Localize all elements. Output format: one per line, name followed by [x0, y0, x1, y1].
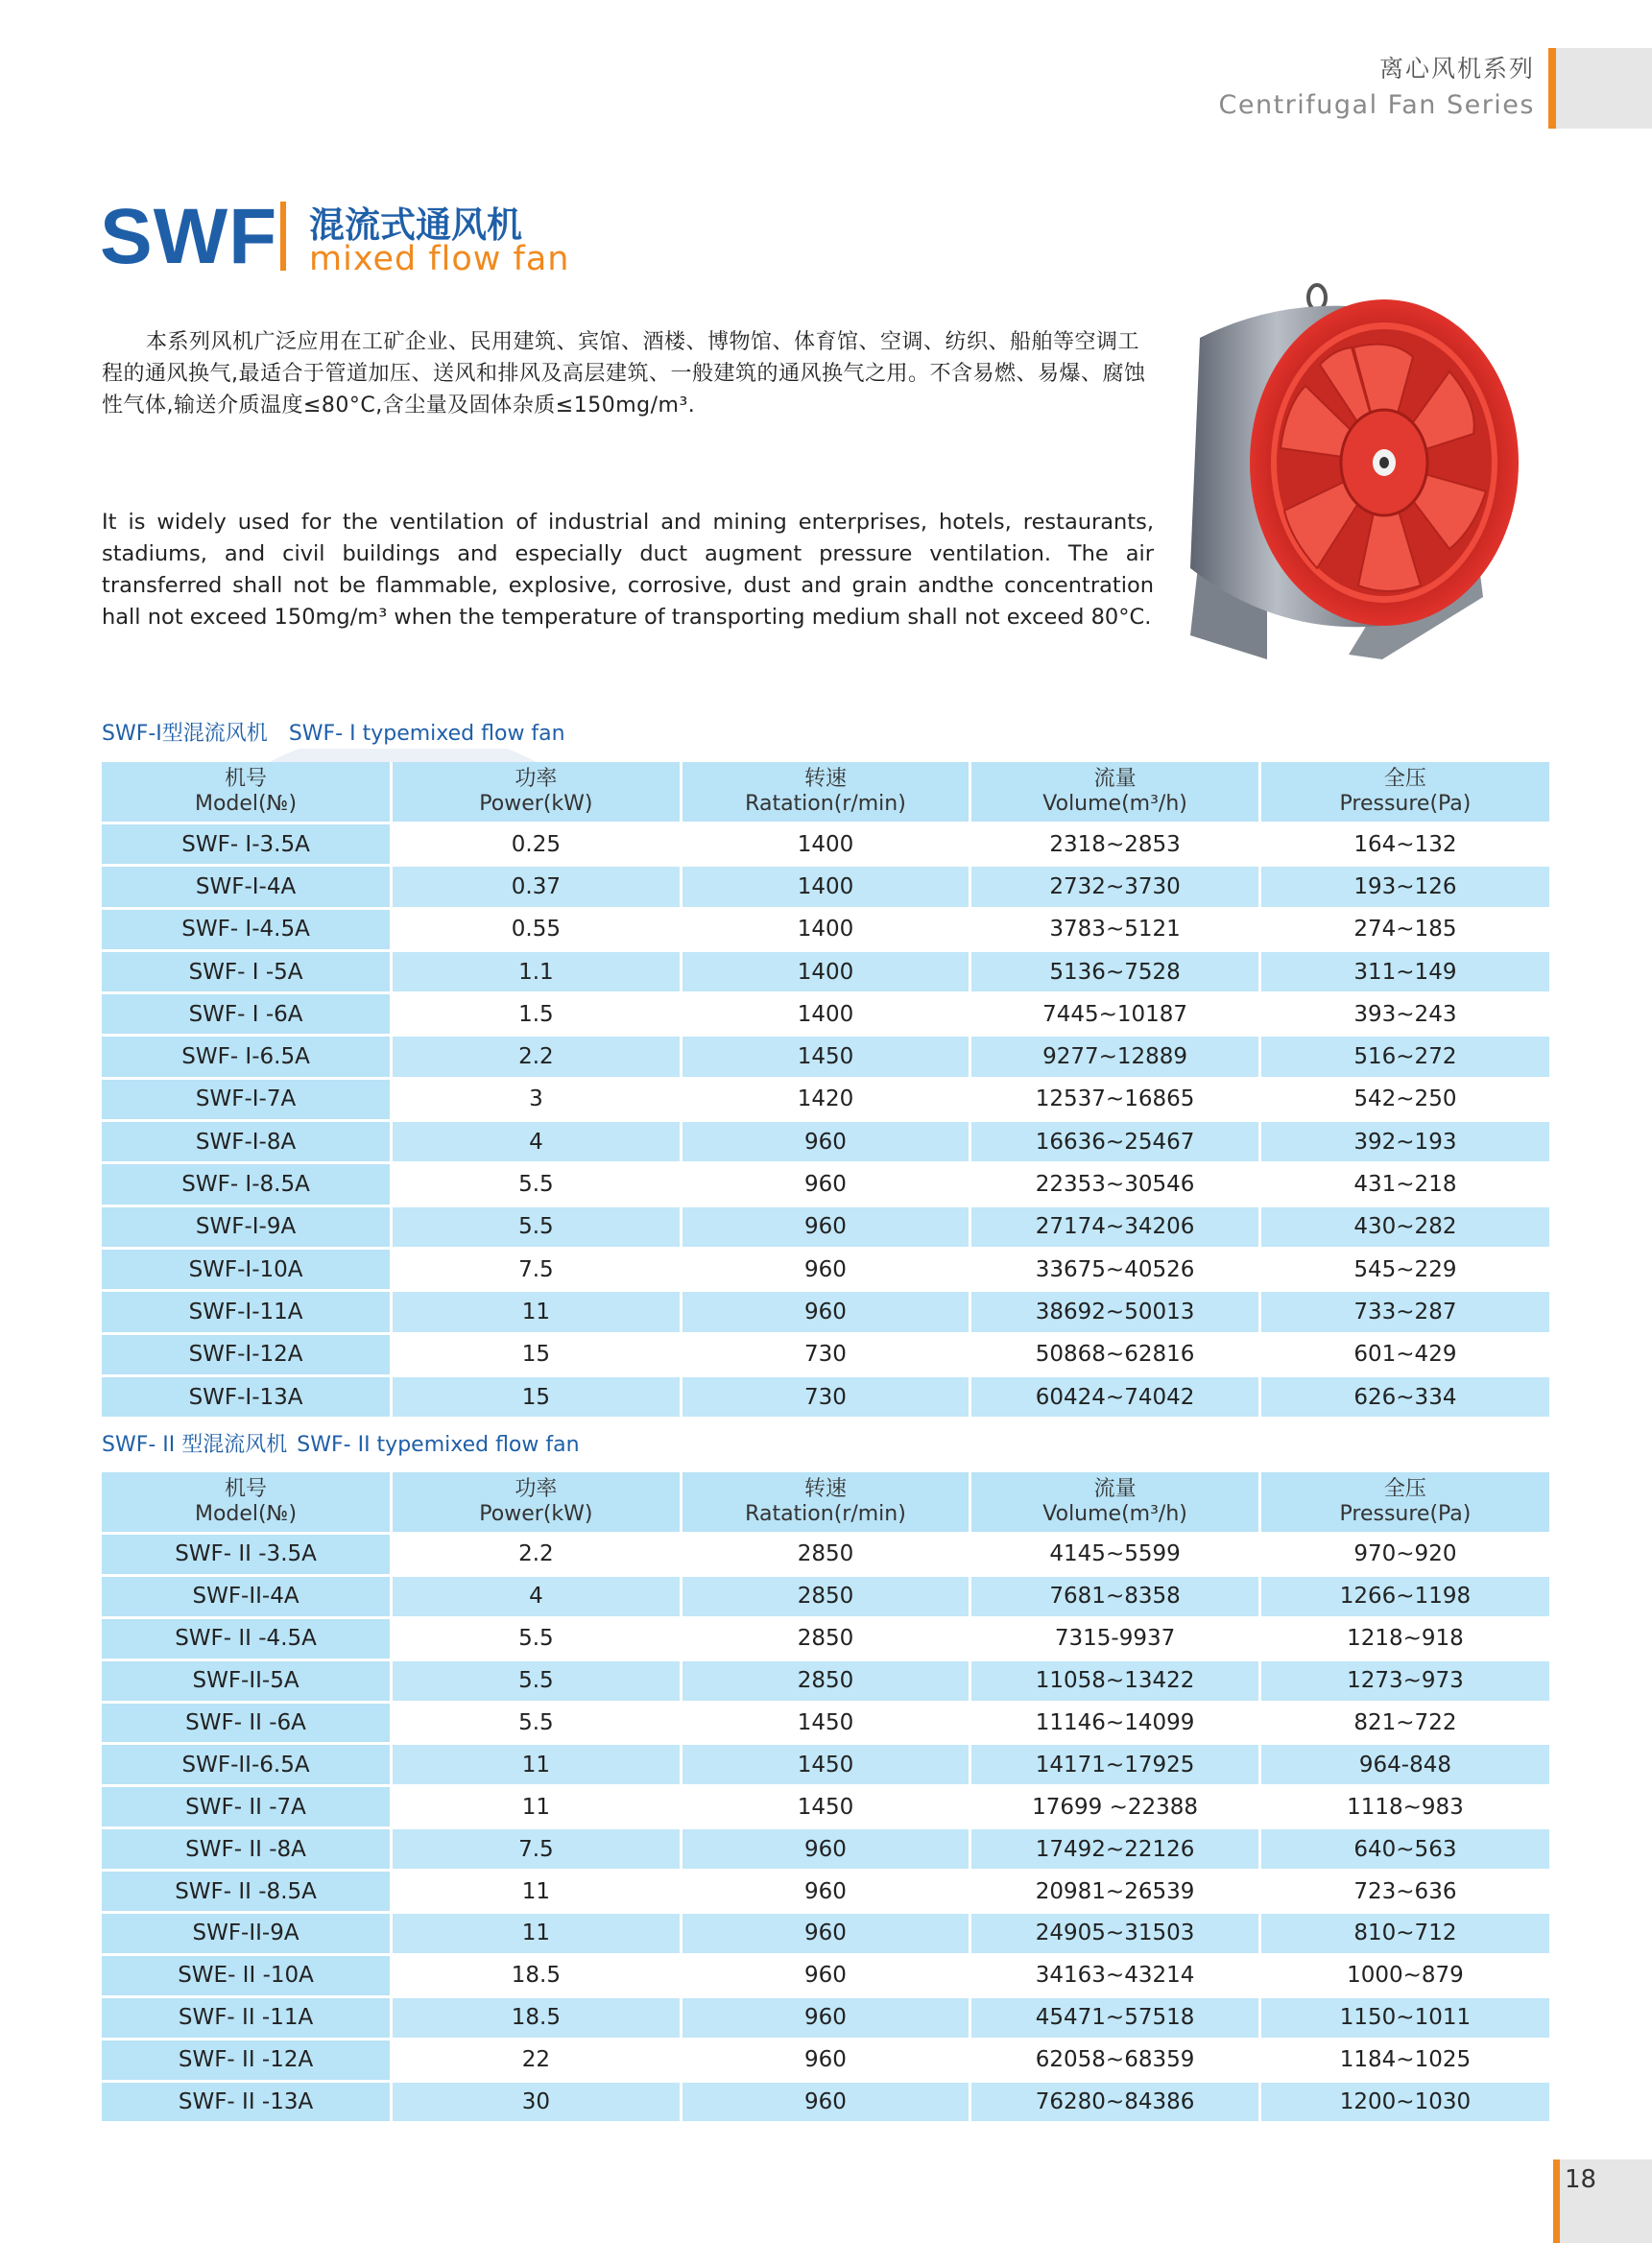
cell-volume: 76280~84386: [970, 2081, 1260, 2123]
table-row: [102, 1575, 1549, 1617]
table-row: [102, 1333, 1549, 1375]
cell-volume: 22353~30546: [970, 1163, 1260, 1205]
cell-power: 5.5: [392, 1205, 682, 1248]
header-volume: 流量 Volume(m³/h): [970, 762, 1260, 823]
cell-speed: 2850: [681, 1617, 970, 1659]
cell-speed: 730: [681, 1333, 970, 1375]
cell-pressure: 164~132: [1259, 823, 1549, 866]
cell-pressure: 964-848: [1259, 1744, 1549, 1786]
table-row: [102, 908, 1549, 950]
cell-pressure: 733~287: [1259, 1291, 1549, 1333]
cell-power: 18.5: [392, 1996, 682, 2039]
fan-icon: [1161, 280, 1526, 664]
cell-volume: 62058~68359: [970, 2039, 1260, 2081]
cell-pressure: 392~193: [1259, 1121, 1549, 1163]
cell-model: SWF-I-13A: [102, 1375, 392, 1418]
table-row: [102, 823, 1549, 866]
cell-power: 7.5: [392, 1248, 682, 1290]
cell-volume: 24905~31503: [970, 1913, 1260, 1955]
cell-model: SWF- II -12A: [102, 2039, 392, 2081]
table-row: [102, 1786, 1549, 1828]
cell-power: 15: [392, 1333, 682, 1375]
cell-speed: 1450: [681, 1786, 970, 1828]
table2-label-cn: SWF- II 型混流风机: [102, 1433, 288, 1457]
cell-power: 7.5: [392, 1828, 682, 1871]
cell-model: SWF- I-3.5A: [102, 823, 392, 866]
cell-volume: 27174~34206: [970, 1205, 1260, 1248]
cell-speed: 2850: [681, 1659, 970, 1702]
cell-pressure: 626~334: [1259, 1375, 1549, 1418]
cell-pressure: 1266~1198: [1259, 1575, 1549, 1617]
cell-volume: 14171~17925: [970, 1744, 1260, 1786]
table-row: [102, 1078, 1549, 1120]
cell-pressure: 274~185: [1259, 908, 1549, 950]
cell-pressure: 640~563: [1259, 1828, 1549, 1871]
cell-speed: 1450: [681, 1702, 970, 1744]
table1-label-en: SWF- I typemixed flow fan: [288, 722, 565, 746]
cell-volume: 11058~13422: [970, 1659, 1260, 1702]
cell-speed: 960: [681, 1205, 970, 1248]
cell-pressure: 542~250: [1259, 1078, 1549, 1120]
cell-power: 3: [392, 1078, 682, 1120]
cell-power: 18.5: [392, 1954, 682, 1996]
cell-power: 5.5: [392, 1659, 682, 1702]
cell-power: 1.1: [392, 950, 682, 992]
cell-speed: 730: [681, 1375, 970, 1418]
cell-volume: 17492~22126: [970, 1828, 1260, 1871]
cell-volume: 38692~50013: [970, 1291, 1260, 1333]
table2-label-en: SWF- II typemixed flow fan: [297, 1433, 580, 1457]
cell-pressure: 970~920: [1259, 1534, 1549, 1576]
cell-volume: 16636~25467: [970, 1121, 1260, 1163]
cell-speed: 1400: [681, 866, 970, 908]
table-row: [102, 1913, 1549, 1955]
cell-power: 0.37: [392, 866, 682, 908]
header-model: 机号 Model(№): [102, 1472, 392, 1534]
cell-model: SWF-I-4A: [102, 866, 392, 908]
page-accent-bar: [1553, 2159, 1560, 2243]
header-pressure: 全压 Pressure(Pa): [1259, 762, 1549, 823]
cell-volume: 7445~10187: [970, 993, 1260, 1036]
header-pressure: 全压 Pressure(Pa): [1259, 1472, 1549, 1534]
table-row: [102, 1036, 1549, 1078]
table-row: [102, 2081, 1549, 2123]
table1-label: [102, 717, 587, 747]
cell-pressure: 1218~918: [1259, 1617, 1549, 1659]
cell-power: 11: [392, 1871, 682, 1913]
cell-pressure: 1150~1011: [1259, 1996, 1549, 2039]
title-divider: [280, 202, 286, 271]
table-row: [102, 1954, 1549, 1996]
cell-volume: 3783~5121: [970, 908, 1260, 950]
cell-speed: 960: [681, 1828, 970, 1871]
cell-volume: 50868~62816: [970, 1333, 1260, 1375]
table-row: [102, 950, 1549, 992]
cell-volume: 34163~43214: [970, 1954, 1260, 1996]
cell-speed: 2850: [681, 1575, 970, 1617]
cell-model: SWF- I-6.5A: [102, 1036, 392, 1078]
cell-model: SWE- II -10A: [102, 1954, 392, 1996]
cell-model: SWF-I-8A: [102, 1121, 392, 1163]
cell-speed: 1400: [681, 993, 970, 1036]
cell-pressure: 1000~879: [1259, 1954, 1549, 1996]
table1-label-cn: SWF-I型混流风机: [102, 722, 268, 746]
spec-table-type-2: [102, 1472, 1549, 2124]
cell-model: SWF- II -3.5A: [102, 1534, 392, 1576]
cell-speed: 1450: [681, 1036, 970, 1078]
cell-power: 5.5: [392, 1702, 682, 1744]
header-power: 功率 Power(kW): [392, 762, 682, 823]
header-speed: 转速 Ratation(r/min): [681, 1472, 970, 1534]
table-row: [102, 2039, 1549, 2081]
cell-speed: 1400: [681, 823, 970, 866]
cell-power: 4: [392, 1121, 682, 1163]
cell-power: 15: [392, 1375, 682, 1418]
header-volume: 流量 Volume(m³/h): [970, 1472, 1260, 1534]
cell-model: SWF-II-5A: [102, 1659, 392, 1702]
cell-power: 0.55: [392, 908, 682, 950]
cell-speed: 960: [681, 1121, 970, 1163]
table-row: [102, 1291, 1549, 1333]
cell-model: SWF- II -7A: [102, 1786, 392, 1828]
product-name-cn: 混流式通风机: [309, 204, 522, 246]
cell-power: 5.5: [392, 1617, 682, 1659]
cell-pressure: 193~126: [1259, 866, 1549, 908]
table-row: [102, 1163, 1549, 1205]
cell-speed: 960: [681, 1954, 970, 1996]
cell-speed: 1450: [681, 1744, 970, 1786]
cell-volume: 12537~16865: [970, 1078, 1260, 1120]
cell-speed: 960: [681, 1913, 970, 1955]
header-grey-block: [1556, 48, 1652, 129]
cell-model: SWF- II -8.5A: [102, 1871, 392, 1913]
cell-speed: 960: [681, 1871, 970, 1913]
cell-speed: 1420: [681, 1078, 970, 1120]
header-speed: 转速 Ratation(r/min): [681, 762, 970, 823]
cell-model: SWF-I-10A: [102, 1248, 392, 1290]
cell-power: 1.5: [392, 993, 682, 1036]
series-title-en: Centrifugal Fan Series: [1218, 90, 1535, 120]
table-row: [102, 866, 1549, 908]
cell-power: 0.25: [392, 823, 682, 866]
cell-model: SWF-II-9A: [102, 1913, 392, 1955]
table-row: [102, 1121, 1549, 1163]
cell-model: SWF- I -5A: [102, 950, 392, 992]
cell-model: SWF- II -6A: [102, 1702, 392, 1744]
cell-pressure: 393~243: [1259, 993, 1549, 1036]
cell-model: SWF- I-8.5A: [102, 1163, 392, 1205]
product-code: SWF: [100, 193, 278, 280]
page-number: 18: [1565, 2165, 1597, 2194]
cell-pressure: 1118~983: [1259, 1786, 1549, 1828]
table2-label: [102, 1428, 601, 1458]
cell-pressure: 1273~973: [1259, 1659, 1549, 1702]
cell-model: SWF-II-6.5A: [102, 1744, 392, 1786]
cell-volume: 45471~57518: [970, 1996, 1260, 2039]
cell-model: SWF- II -4.5A: [102, 1617, 392, 1659]
table-row: [102, 1659, 1549, 1702]
intro-text-en: It is widely used for the ventilation of industrial and mining enterprises, hotels, restaurants, stadiums, and civil buildings and especially duct augment pressure ventilation. The air transferred shall not be flammable, explosive, corrosive, dust and grain andthe concentration hall not exceed 150mg/m³ when the temperature of transporting medium shall not exceed 80°C.: [102, 510, 1154, 630]
cell-volume: 9277~12889: [970, 1036, 1260, 1078]
cell-power: 11: [392, 1913, 682, 1955]
cell-power: 11: [392, 1744, 682, 1786]
cell-model: SWF-II-4A: [102, 1575, 392, 1617]
cell-model: SWF-I-12A: [102, 1333, 392, 1375]
table-row: [102, 1534, 1549, 1576]
fan-product-image: [1161, 280, 1526, 664]
cell-model: SWF- II -13A: [102, 2081, 392, 2123]
cell-pressure: 723~636: [1259, 1871, 1549, 1913]
cell-power: 30: [392, 2081, 682, 2123]
cell-model: SWF- II -11A: [102, 1996, 392, 2039]
cell-power: 11: [392, 1786, 682, 1828]
cell-speed: 960: [681, 1248, 970, 1290]
cell-model: SWF-I-11A: [102, 1291, 392, 1333]
cell-volume: 2318~2853: [970, 823, 1260, 866]
product-name-en: mixed flow fan: [309, 240, 570, 278]
cell-volume: 33675~40526: [970, 1248, 1260, 1290]
cell-pressure: 601~429: [1259, 1333, 1549, 1375]
cell-volume: 20981~26539: [970, 1871, 1260, 1913]
cell-model: SWF- I -6A: [102, 993, 392, 1036]
cell-model: SWF- II -8A: [102, 1828, 392, 1871]
table-row: [102, 993, 1549, 1036]
cell-pressure: 545~229: [1259, 1248, 1549, 1290]
table-row: [102, 1248, 1549, 1290]
cell-pressure: 821~722: [1259, 1702, 1549, 1744]
cell-power: 2.2: [392, 1036, 682, 1078]
cell-pressure: 430~282: [1259, 1205, 1549, 1248]
cell-pressure: 311~149: [1259, 950, 1549, 992]
cell-speed: 1400: [681, 950, 970, 992]
table-row: [102, 1205, 1549, 1248]
series-title-cn: 离心风机系列: [1378, 55, 1535, 83]
cell-speed: 960: [681, 2081, 970, 2123]
cell-power: 11: [392, 1291, 682, 1333]
cell-volume: 17699 ~22388: [970, 1786, 1260, 1828]
table-row: [102, 1996, 1549, 2039]
cell-pressure: 1200~1030: [1259, 2081, 1549, 2123]
cell-speed: 960: [681, 2039, 970, 2081]
cell-volume: 7315-9937: [970, 1617, 1260, 1659]
cell-power: 2.2: [392, 1534, 682, 1576]
table-header-row: [102, 1472, 1549, 1534]
spec-table-type-1: [102, 762, 1549, 1420]
cell-model: SWF- I-4.5A: [102, 908, 392, 950]
cell-volume: 5136~7528: [970, 950, 1260, 992]
table-row: [102, 1375, 1549, 1418]
header-accent-bar: [1548, 48, 1556, 129]
cell-power: 22: [392, 2039, 682, 2081]
cell-power: 5.5: [392, 1163, 682, 1205]
header-power: 功率 Power(kW): [392, 1472, 682, 1534]
cell-pressure: 810~712: [1259, 1913, 1549, 1955]
cell-volume: 7681~8358: [970, 1575, 1260, 1617]
table-header-row: [102, 762, 1549, 823]
cell-speed: 960: [681, 1163, 970, 1205]
table-row: [102, 1617, 1549, 1659]
cell-volume: 2732~3730: [970, 866, 1260, 908]
cell-power: 4: [392, 1575, 682, 1617]
intro-text-cn: 本系列风机广泛应用在工矿企业、民用建筑、宾馆、酒楼、博物馆、体育馆、空调、纺织、船舶等空调工程的通风换气,最适合于管道加压、送风和排风及高层建筑、一般建筑的通风换气之用。不含易燃、易爆、腐蚀性气体,输送介质温度≤80°C,含尘量及固体杂质≤150mg/m³.: [102, 330, 1146, 418]
cell-pressure: 431~218: [1259, 1163, 1549, 1205]
table-row: [102, 1702, 1549, 1744]
cell-pressure: 1184~1025: [1259, 2039, 1549, 2081]
cell-speed: 1400: [681, 908, 970, 950]
cell-speed: 960: [681, 1996, 970, 2039]
table-row: [102, 1828, 1549, 1871]
cell-volume: 4145~5599: [970, 1534, 1260, 1576]
header-model: 机号 Model(№): [102, 762, 392, 823]
table-row: [102, 1744, 1549, 1786]
cell-model: SWF-I-9A: [102, 1205, 392, 1248]
table-row: [102, 1871, 1549, 1913]
cell-volume: 60424~74042: [970, 1375, 1260, 1418]
cell-volume: 11146~14099: [970, 1702, 1260, 1744]
cell-pressure: 516~272: [1259, 1036, 1549, 1078]
cell-model: SWF-I-7A: [102, 1078, 392, 1120]
cell-speed: 960: [681, 1291, 970, 1333]
cell-speed: 2850: [681, 1534, 970, 1576]
